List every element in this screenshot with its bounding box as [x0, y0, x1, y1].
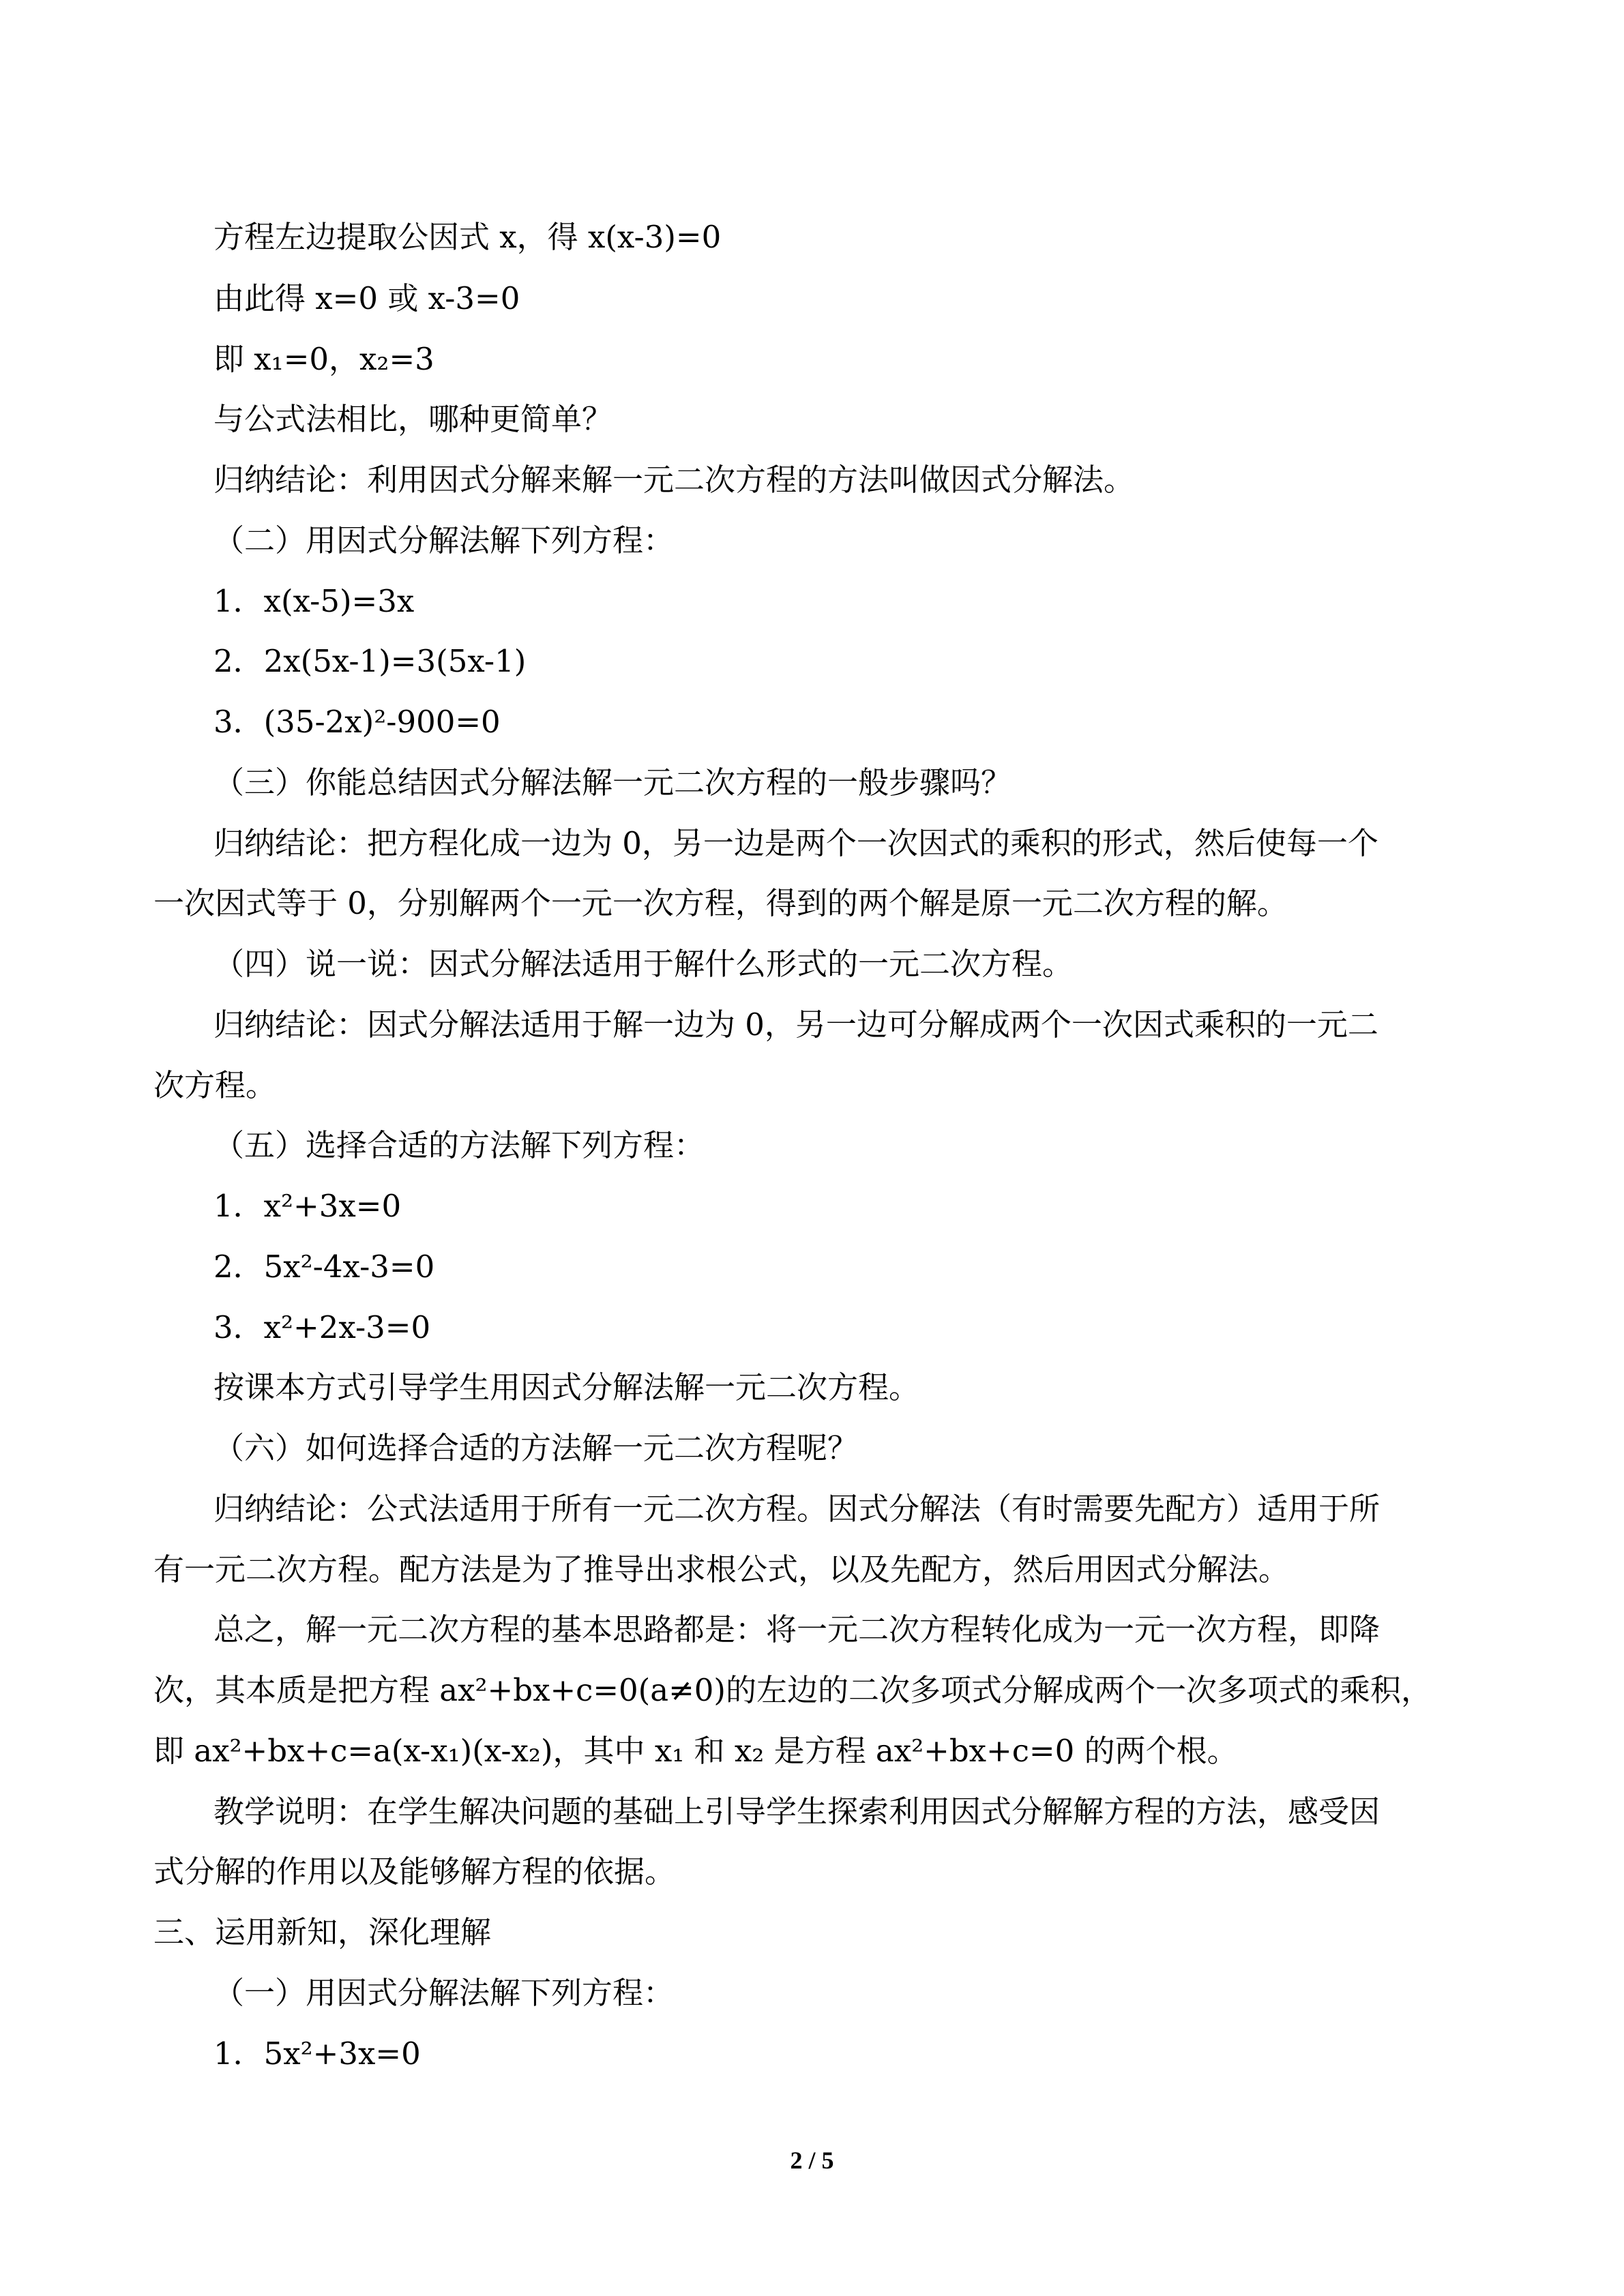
text-line: 归纳结论：利用因式分解来解一元二次方程的方法叫做因式分解法。 [213, 462, 1135, 498]
text-line: 一次因式等于 0，分别解两个一元一次方程，得到的两个解是原一元二次方程的解。 [153, 885, 1288, 921]
equation-item: 2．5x²-4x-3=0 [213, 1249, 435, 1285]
section-heading: （四）说一说：因式分解法适用于解什么形式的一元二次方程。 [213, 946, 1074, 982]
text-line: 次，其本质是把方程 ax²+bx+c=0(a≠0)的左边的二次多项式分解成两个一次多项式的乘积， [153, 1672, 1432, 1708]
equation-item: 2．2x(5x-1)=3(5x-1) [213, 643, 527, 679]
text-line: 式分解的作用以及能够解方程的依据。 [153, 1853, 676, 1890]
text-line: 总之，解一元二次方程的基本思路都是：将一元二次方程转化成为一元一次方程，即降 [213, 1611, 1381, 1648]
equation-item: 3．(35-2x)²-900=0 [213, 704, 501, 740]
section-heading: （一）用因式分解法解下列方程： [213, 1975, 675, 2011]
text-line: 归纳结论：把方程化成一边为 0，另一边是两个一次因式的乘积的形式，然后使每一个 [213, 825, 1378, 861]
text-line: 归纳结论：公式法适用于所有一元二次方程。因式分解法（有时需要先配方）适用于所 [213, 1491, 1381, 1527]
section-heading: （二）用因式分解法解下列方程： [213, 522, 675, 558]
section-heading: （六）如何选择合适的方法解一元二次方程呢？ [213, 1430, 859, 1466]
equation-item: 3．x²+2x-3=0 [213, 1309, 431, 1345]
text-line: 即 x₁=0，x₂=3 [213, 341, 434, 377]
section-heading: （五）选择合适的方法解下列方程： [213, 1127, 705, 1163]
section-heading: 三、运用新知，深化理解 [153, 1914, 492, 1950]
text-line: 按课本方式引导学生用因式分解法解一元二次方程。 [213, 1369, 920, 1405]
text-line: 由此得 x=0 或 x-3=0 [213, 280, 520, 316]
text-line: 方程左边提取公因式 x，得 x(x-3)=0 [213, 219, 722, 255]
text-line: 有一元二次方程。配方法是为了推导出求根公式，以及先配方，然后用因式分解法。 [153, 1551, 1290, 1587]
text-line: 即 ax²+bx+c=a(x-x₁)(x-x₂)，其中 x₁ 和 x₂ 是方程 ax²+bx+c=0 的两个根。 [153, 1733, 1238, 1769]
text-line: 与公式法相比，哪种更简单？ [213, 401, 613, 437]
text-line: 归纳结论：因式分解法适用于解一边为 0，另一边可分解成两个一次因式乘积的一元二 [213, 1007, 1378, 1043]
equation-item: 1．x(x-5)=3x [213, 583, 415, 619]
text-line: 次方程。 [153, 1067, 277, 1103]
text-line: 教学说明：在学生解决问题的基础上引导学生探索利用因式分解解方程的方法，感受因 [213, 1793, 1381, 1830]
equation-item: 1．x²+3x=0 [213, 1188, 402, 1224]
page-number: 2 / 5 [790, 2147, 834, 2174]
section-heading: （三）你能总结因式分解法解一元二次方程的一般步骤吗？ [213, 764, 1012, 801]
equation-item: 1．5x²+3x=0 [213, 2036, 421, 2072]
